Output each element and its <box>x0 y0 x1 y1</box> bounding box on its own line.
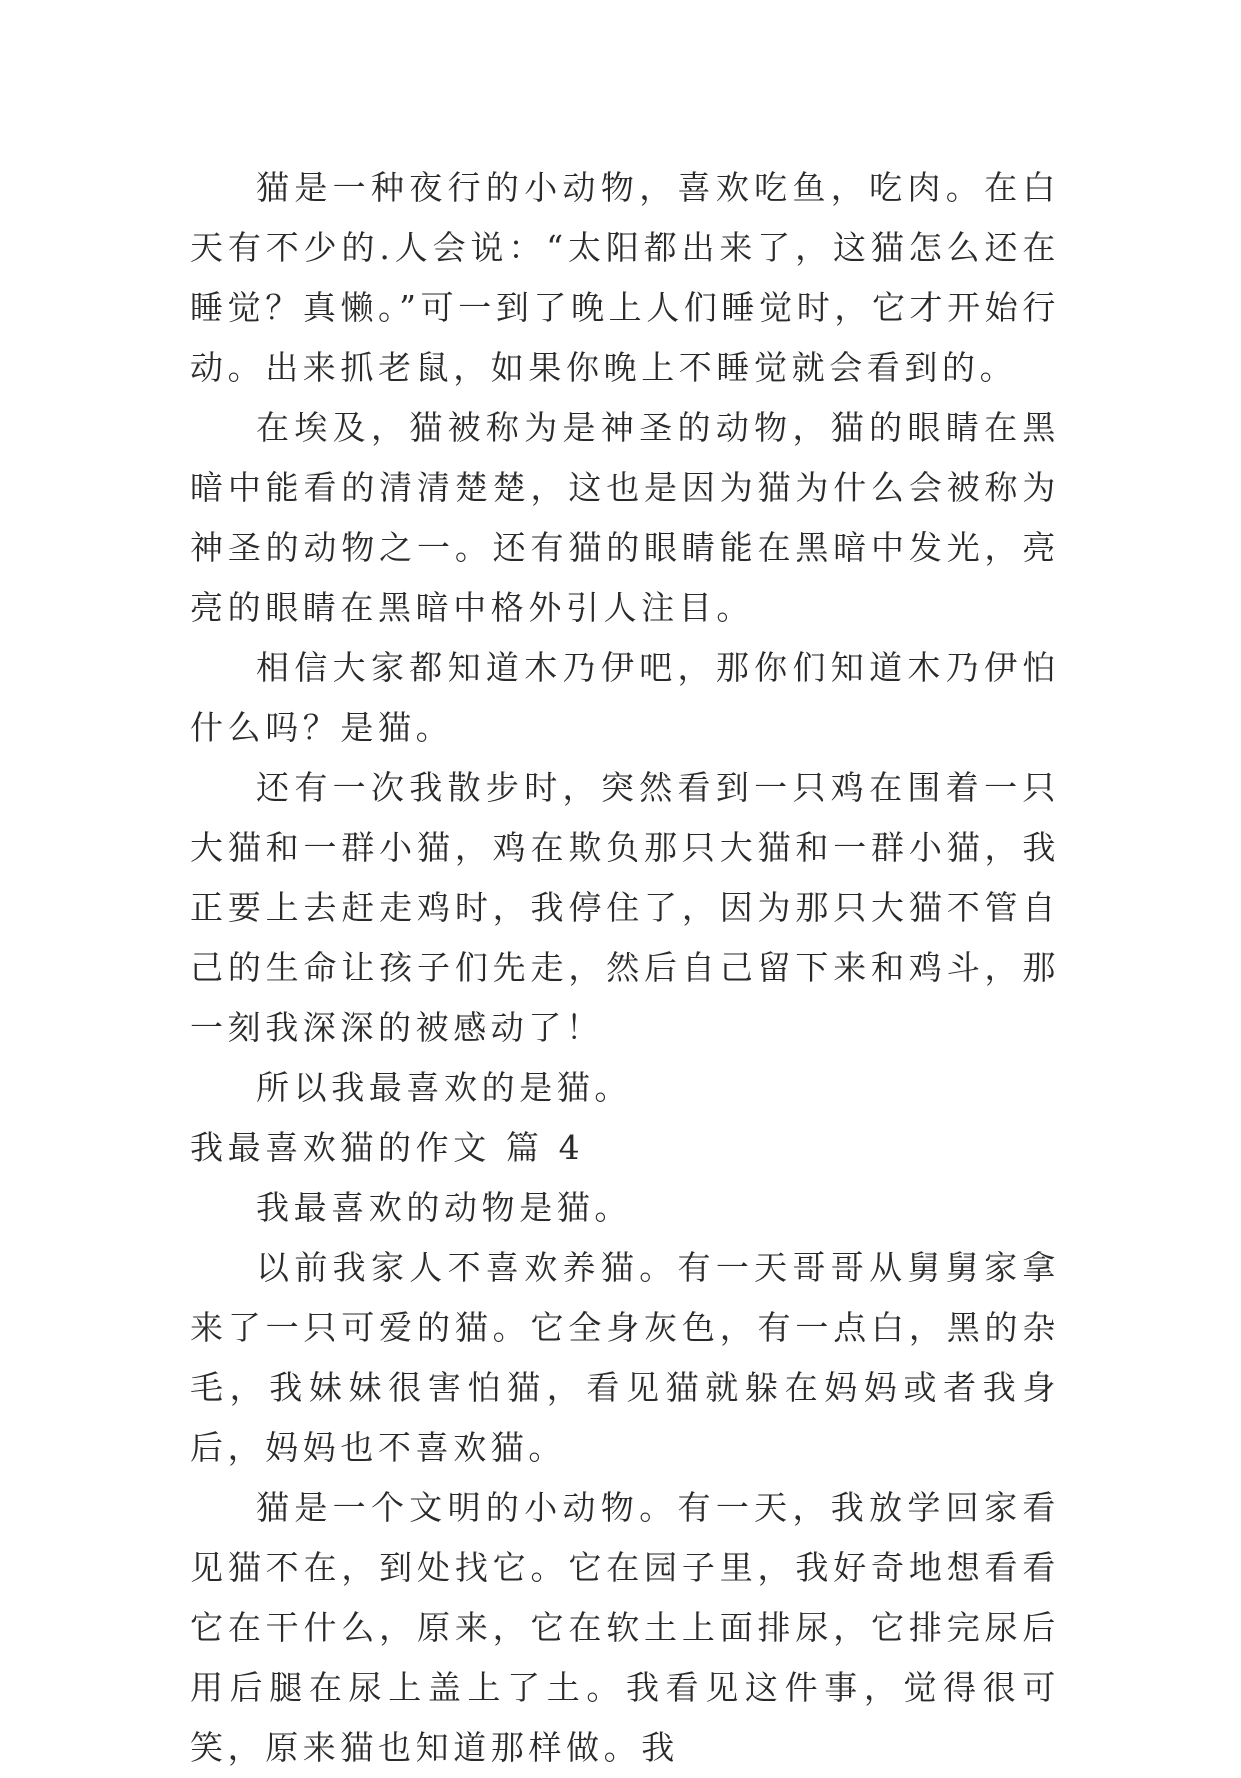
paragraph-family: 以前我家人不喜欢养猫。有一天哥哥从舅舅家拿来了一只可爱的猫。它全身灰色，有一点白，黑的杂毛，我妹妹很害怕猫，看见猫就躲在妈妈或者我身后，妈妈也不喜欢猫。 <box>190 1248 1060 1467</box>
paragraph-night-animal: 猫是一种夜行的小动物，喜欢吃鱼，吃肉。在白天有不少的.人会说：“太阳都出来了，这猫怎么还在睡觉？真懒。”可一到了晚上人们睡觉时，它才开始行动。出来抓老鼠，如果你晚上不睡觉就会看到的。 <box>190 168 1060 387</box>
paragraph-walk-story: 还有一次我散步时，突然看到一只鸡在围着一只大猫和一群小猫，鸡在欺负那只大猫和一群小猫，我正要上去赶走鸡时，我停住了，因为那只大猫不管自己的生命让孩子们先走，然后自己留下来和鸡斗，那一刻我深深的被感动了！ <box>190 768 1060 1047</box>
document-body <box>190 158 1060 1778</box>
section-heading: 我最喜欢猫的作文 篇 4 <box>190 1128 585 1167</box>
paragraph-conclusion: 所以我最喜欢的是猫。 <box>256 1068 632 1107</box>
paragraph-egypt: 在埃及，猫被称为是神圣的动物，猫的眼睛在黑暗中能看的清清楚楚，这也是因为猫为什么会被称为神圣的动物之一。还有猫的眼睛能在黑暗中发光，亮亮的眼睛在黑暗中格外引人注目。 <box>190 408 1060 627</box>
paragraph-mummy: 相信大家都知道木乃伊吧，那你们知道木乃伊怕什么吗？是猫。 <box>190 648 1060 747</box>
paragraph-favorite-animal: 我最喜欢的动物是猫。 <box>256 1188 632 1227</box>
paragraph-civilized-cat: 猫是一个文明的小动物。有一天，我放学回家看见猫不在，到处找它。它在园子里，我好奇地想看看它在干什么，原来，它在软土上面排尿，它排完尿后用后腿在尿上盖上了土。我看见这件事，觉得很可笑，原来猫也知道那样做。我 <box>190 1488 1060 1767</box>
